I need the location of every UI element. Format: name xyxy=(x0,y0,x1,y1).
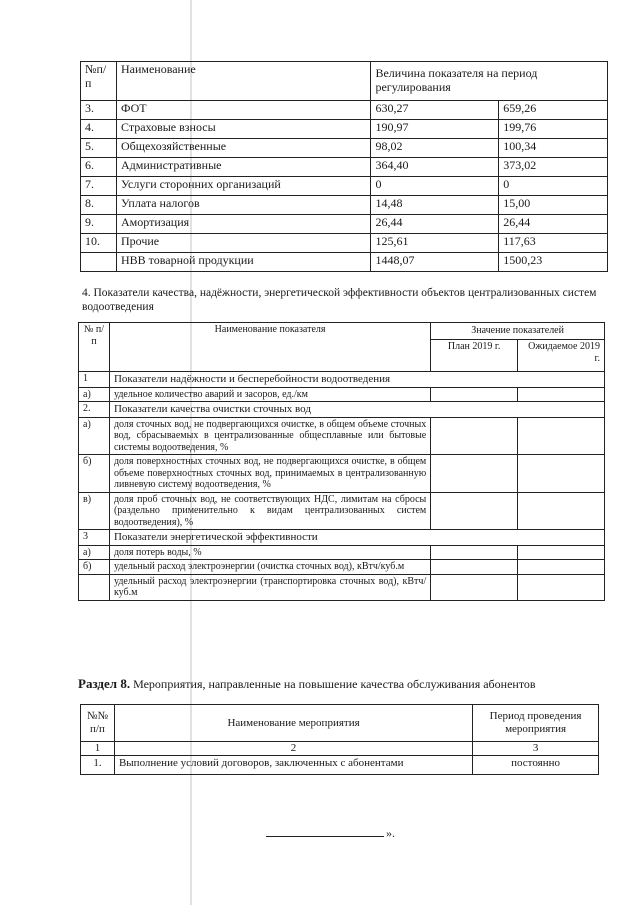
col-num-header: №п/п xyxy=(81,62,117,101)
cost-cell-num: 4. xyxy=(81,120,117,139)
signature-line xyxy=(266,826,395,841)
cost-cell-num: 7. xyxy=(81,177,117,196)
activity-period: постоянно xyxy=(473,755,599,774)
indicator-row xyxy=(79,560,605,575)
cost-cell-v2: 1500,23 xyxy=(499,253,608,272)
activities-table xyxy=(80,704,599,775)
indicator-row xyxy=(79,455,605,493)
cost-row xyxy=(81,253,608,272)
indicator-group-row xyxy=(79,530,605,546)
signature-blank xyxy=(266,836,384,837)
quality-table-header xyxy=(79,323,605,340)
cost-cell-name: Прочие xyxy=(116,234,371,253)
cost-cell-name: Уплата налогов xyxy=(116,196,371,215)
index-cell: 1 xyxy=(81,742,115,756)
cost-table-body xyxy=(81,101,608,272)
cost-cell-v1: 630,27 xyxy=(371,101,499,120)
indicator-name: доля сточных вод, не подвергающихся очистке, в общем объеме сточных вод, сбрасываемых в централизованные общесплавные или бытовые системы водоотведения, % xyxy=(109,417,430,455)
cost-row xyxy=(81,139,608,158)
cost-cell-num xyxy=(81,253,117,272)
indicator-row xyxy=(79,492,605,530)
cost-cell-v2: 100,34 xyxy=(499,139,608,158)
a-col-period-header: Период проведения мероприятия xyxy=(473,705,599,742)
cost-cell-name: Административные xyxy=(116,158,371,177)
cost-table xyxy=(80,61,608,272)
cost-cell-v1: 125,61 xyxy=(371,234,499,253)
plan-value-cell xyxy=(431,560,518,575)
indicator-row xyxy=(79,574,605,600)
cost-row xyxy=(81,158,608,177)
section8-title: Мероприятия, направленные на повышение качества обслуживания абонентов xyxy=(133,677,536,691)
cost-cell-v1: 1448,07 xyxy=(371,253,499,272)
q-col-name-header: Наименование показателя xyxy=(109,323,430,372)
cost-row xyxy=(81,215,608,234)
cost-cell-name: ФОТ xyxy=(116,101,371,120)
quality-indicators-table xyxy=(78,322,605,601)
indicator-row xyxy=(79,387,605,402)
signature-suffix: ». xyxy=(386,826,395,840)
col-name-header: Наименование xyxy=(116,62,371,101)
cost-table-header xyxy=(81,62,608,101)
indicator-row xyxy=(79,417,605,455)
cost-cell-v1: 190,97 xyxy=(371,120,499,139)
cost-cell-v2: 117,63 xyxy=(499,234,608,253)
cost-cell-num: 6. xyxy=(81,158,117,177)
indicator-num: а) xyxy=(79,387,110,402)
expected-value-cell xyxy=(518,492,605,530)
indicator-name: Показатели энергетической эффективности xyxy=(109,530,604,546)
cost-cell-v2: 373,02 xyxy=(499,158,608,177)
indicator-name: Показатели качества очистки сточных вод xyxy=(109,402,604,418)
cost-cell-v2: 659,26 xyxy=(499,101,608,120)
indicator-num: б) xyxy=(79,455,110,493)
plan-value-cell xyxy=(431,417,518,455)
col-value-header: Величина показателя на период регулирования xyxy=(371,62,608,101)
cost-cell-name: НВВ товарной продукции xyxy=(116,253,371,272)
indicator-num: в) xyxy=(79,492,110,530)
indicator-name: Показатели надёжности и бесперебойности водоотведения xyxy=(109,372,604,388)
expected-value-cell xyxy=(518,417,605,455)
cost-row xyxy=(81,196,608,215)
indicator-name: удельный расход электроэнергии (очистка сточных вод), кВтч/куб.м xyxy=(109,560,430,575)
q-col-expected-header: Ожидаемое 2019 г. xyxy=(518,340,605,372)
cost-cell-v1: 14,48 xyxy=(371,196,499,215)
cost-row xyxy=(81,234,608,253)
plan-value-cell xyxy=(431,492,518,530)
indicator-num: 2. xyxy=(79,402,110,418)
indicator-name: доля потерь воды, % xyxy=(109,545,430,560)
indicator-name: доля проб сточных вод, не соответствующих НДС, лимитам на сбросы (раздельно применительно к видам централизованных систем водоотведения), % xyxy=(109,492,430,530)
cost-cell-v2: 199,76 xyxy=(499,120,608,139)
indicator-num: а) xyxy=(79,545,110,560)
section8-label: Раздел 8. xyxy=(78,676,131,691)
q-col-values-header: Значение показателей xyxy=(431,323,605,340)
indicator-num: а) xyxy=(79,417,110,455)
cost-cell-num: 8. xyxy=(81,196,117,215)
cost-cell-v2: 15,00 xyxy=(499,196,608,215)
expected-value-cell xyxy=(518,455,605,493)
cost-row xyxy=(81,120,608,139)
plan-value-cell xyxy=(431,545,518,560)
activity-name: Выполнение условий договоров, заключенных с абонентами xyxy=(114,755,472,774)
index-cell: 3 xyxy=(473,742,599,756)
indicator-name: удельный расход электроэнергии (транспортировка сточных вод), кВтч/куб.м xyxy=(109,574,430,600)
cost-cell-num: 9. xyxy=(81,215,117,234)
cost-cell-name: Страховые взносы xyxy=(116,120,371,139)
cost-row xyxy=(81,177,608,196)
indicator-group-row xyxy=(79,372,605,388)
indicator-name: доля поверхностных сточных вод, не подвергающихся очистке, в общем объеме поверхностных сточных вод, принимаемых в централизованную ливневую систему водоотведения, % xyxy=(109,455,430,493)
indicator-num: б) xyxy=(79,560,110,575)
a-col-name-header: Наименование мероприятия xyxy=(114,705,472,742)
a-col-num-header: №№ п/п xyxy=(81,705,115,742)
cost-cell-v1: 98,02 xyxy=(371,139,499,158)
index-cell: 2 xyxy=(114,742,472,756)
plan-value-cell xyxy=(431,387,518,402)
activities-table-header xyxy=(81,705,599,742)
cost-cell-v2: 0 xyxy=(499,177,608,196)
quality-table-body xyxy=(79,372,605,601)
expected-value-cell xyxy=(518,545,605,560)
cost-cell-num: 3. xyxy=(81,101,117,120)
indicator-name: удельное количество аварий и засоров, ед./км xyxy=(109,387,430,402)
expected-value-cell xyxy=(518,387,605,402)
indicator-group-row xyxy=(79,402,605,418)
activity-num: 1. xyxy=(81,755,115,774)
indicator-num xyxy=(79,574,110,600)
q-col-plan-header: План 2019 г. xyxy=(431,340,518,372)
cost-cell-v2: 26,44 xyxy=(499,215,608,234)
expected-value-cell xyxy=(518,574,605,600)
expected-value-cell xyxy=(518,560,605,575)
cost-cell-name: Общехозяйственные xyxy=(116,139,371,158)
cost-cell-name: Амортизация xyxy=(116,215,371,234)
cost-cell-v1: 364,40 xyxy=(371,158,499,177)
q-col-num-header: № п/п xyxy=(79,323,110,372)
cost-cell-v1: 0 xyxy=(371,177,499,196)
cost-cell-num: 5. xyxy=(81,139,117,158)
indicator-num: 3 xyxy=(79,530,110,546)
indicator-row xyxy=(79,545,605,560)
cost-row xyxy=(81,101,608,120)
section8-heading xyxy=(78,676,536,692)
indicator-num: 1 xyxy=(79,372,110,388)
plan-value-cell xyxy=(431,574,518,600)
section4-heading: 4. Показатели качества, надёжности, энергетической эффективности объектов централизованных систем водоотведения xyxy=(82,287,597,313)
activities-index-row xyxy=(81,742,599,756)
cost-cell-v1: 26,44 xyxy=(371,215,499,234)
activity-row xyxy=(81,755,599,774)
cost-cell-num: 10. xyxy=(81,234,117,253)
plan-value-cell xyxy=(431,455,518,493)
cost-cell-name: Услуги сторонних организаций xyxy=(116,177,371,196)
